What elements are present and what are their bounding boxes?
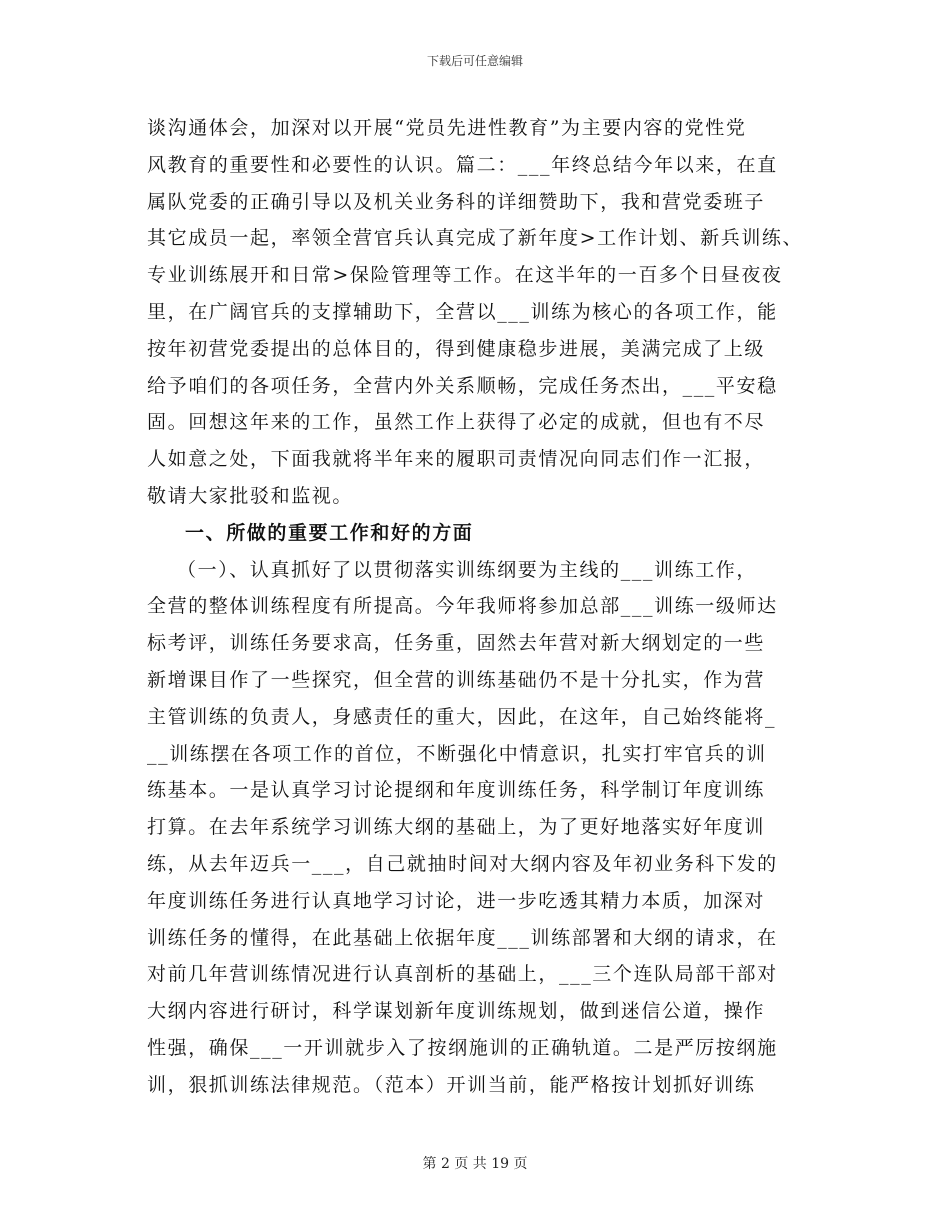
text-line: 练基本。一是认真学习讨论提纲和年度训练任务，科学制订年度训练 — [147, 779, 766, 802]
text-line: 打算。在去年系统学习训练大纲的基础上，为了更好地落实好年度训 — [147, 816, 766, 839]
text-line: 风教育的重要性和必要性的认识。篇二：___年终总结今年以来，在直 — [147, 153, 778, 176]
text-line: 给予咱们的各项任务，全营内外关系顺畅，完成任务杰出，___平安稳 — [147, 374, 778, 397]
text-line: __训练摆在各项工作的首位，不断强化中情意识，扎实打牢官兵的训 — [147, 742, 767, 765]
text-line: 谈沟通体会，加深对以开展“党员先进性教育”为主要内容的党性党 — [147, 117, 747, 139]
text-line: 新增课目作了一些探究，但全营的训练基础仍不是十分扎实，作为营 — [147, 668, 766, 691]
text-line: 对前几年营训练情况进行认真剖析的基础上，___三个连队局部干部对 — [147, 963, 778, 986]
page-number: 第 2 页 共 19 页 — [422, 1156, 528, 1172]
text-line: 主管训练的负责人，身感责任的重大，因此，在这年，自己始终能将_ — [147, 705, 777, 728]
text-line: 专业训练展开和日常>保险管理等工作。在这半年的一百多个日昼夜夜 — [147, 264, 783, 287]
text-line: 属队党委的正确引导以及机关业务科的详细赞助下，我和营党委班子 — [147, 190, 766, 213]
text-line: 按年初营党委提出的总体目的，得到健康稳步进展，美满完成了上级 — [147, 337, 766, 360]
text-line: 性强，确保___一开训就步入了按纲施训的正确轨道。二是严厉按纲施 — [147, 1036, 778, 1059]
document-body — [147, 110, 807, 1104]
page-header: 下载后可任意编辑 — [426, 54, 523, 68]
text-line: 训练任务的懂得，在此基础上依据年度___训练部署和大纲的请求，在 — [147, 926, 778, 949]
text-line: （一）、认真抓好了以贯彻落实训练纲要为主线的___训练工作， — [177, 558, 758, 581]
text-line: 训，狠抓训练法律规范。（范本）开训当前，能严格按计划抓好训练 — [147, 1073, 756, 1096]
section-heading: 一、所做的重要工作和好的方面 — [185, 521, 474, 544]
text-line: 年度训练任务进行认真地学习讨论，进一步吃透其精力本质，加深对 — [147, 889, 766, 912]
text-line: 标考评，训练任务要求高，任务重，固然去年营对新大纲划定的一些 — [147, 632, 766, 655]
text-line: 人如意之处，下面我就将半年来的履职司责情况向同志们作一汇报， — [147, 448, 766, 471]
text-line: 全营的整体训练程度有所提高。今年我师将参加总部___训练一级师达 — [147, 595, 778, 618]
text-line: 固。回想这年来的工作，虽然工作上获得了必定的成就，但也有不尽 — [147, 411, 766, 434]
text-line: 练，从去年迈兵一___，自己就抽时间对大纲内容及年初业务科下发的 — [147, 852, 778, 875]
text-line: 大纲内容进行研讨，科学谋划新年度训练规划，做到迷信公道，操作 — [147, 1000, 766, 1023]
text-line: 敬请大家批驳和监视。 — [147, 484, 354, 507]
text-line: 其它成员一起，率领全营官兵认真完成了新年度>工作计划、新兵训练、 — [147, 227, 804, 250]
text-line: 里，在广阔官兵的支撑辅助下，全营以___训练为核心的各项工作，能 — [147, 300, 778, 323]
